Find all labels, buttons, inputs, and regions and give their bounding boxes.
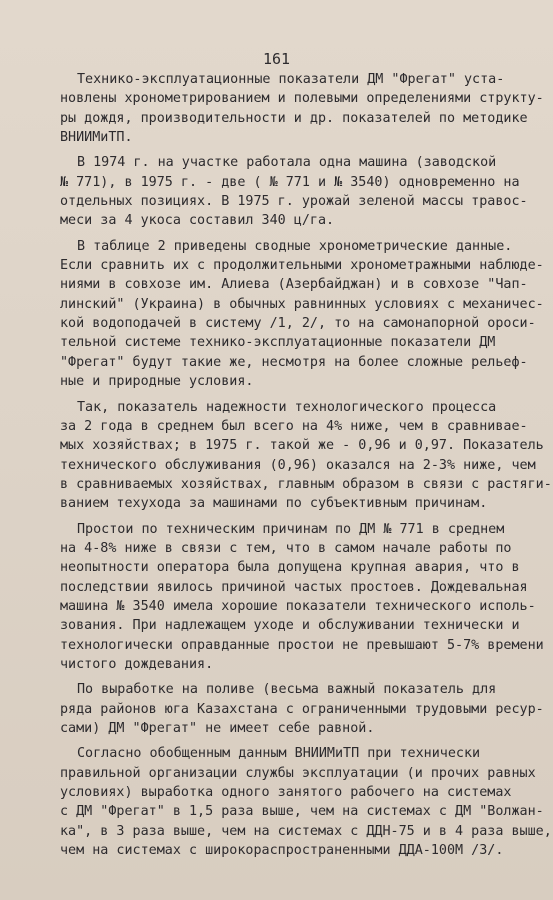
text-line: Простои по техническим причинам по ДМ № 771 в среднем xyxy=(77,521,505,537)
text-line: тельной системе технико-эксплуатационные показатели ДМ xyxy=(60,335,496,351)
text-line: зования. При надлежащем уходе и обслуживании технически и xyxy=(60,618,520,634)
text-line: технического обслуживания (0,96) оказался на 2-3% ниже, чем xyxy=(60,457,536,473)
text-line: Если сравнить их с продолжительными хронометражными наблюде- xyxy=(60,258,544,274)
text-line: машина № 3540 имела хорошие показатели технического исполь- xyxy=(60,598,536,614)
text-line: № 771), в 1975 г. - две ( № 771 и № 3540) одновременно на xyxy=(60,174,520,190)
paragraph xyxy=(60,153,552,230)
text-line: "Фрегат" будут такие же, несмотря на более сложные рельеф- xyxy=(60,354,528,370)
text-line: чистого дождевания. xyxy=(60,656,214,672)
text-line: ванием техухода за машинами по субъективным причинам. xyxy=(60,496,488,512)
text-line: правильной организации службы эксплуатации (и прочих равных xyxy=(60,765,536,781)
text-line: ры дождя, производительности и др. показателей по методике xyxy=(60,110,528,126)
text-line: неопытности оператора была допущена крупная авария, что в xyxy=(60,560,520,576)
text-line: ряда районов юга Казахстана с ограниченными трудовыми ресур- xyxy=(60,701,544,717)
text-line: Согласно обобщенным данным ВНИИМиТП при технически xyxy=(77,746,481,762)
text-line: отдельных позициях. В 1975 г. урожай зеленой массы травос- xyxy=(60,194,528,210)
paragraph xyxy=(60,398,552,514)
text-line: новлены хронометрированием и полевыми определениями структу- xyxy=(60,91,544,107)
page-number: 161 xyxy=(262,50,291,68)
paragraph xyxy=(60,680,552,738)
text-line: ные и природные условия. xyxy=(60,374,254,390)
paragraph xyxy=(60,237,552,392)
text-line: линский" (Украина) в обычных равнинных условиях с механичес- xyxy=(60,296,544,312)
text-line: с ДМ "Фрегат" в 1,5 раза выше, чем на системах с ДМ "Волжан- xyxy=(60,804,544,820)
text-line: меси за 4 укоса составил 340 ц/га. xyxy=(60,213,335,229)
text-line: за 2 года в среднем был всего на 4% ниже, чем в сравнивае- xyxy=(60,418,528,434)
text-line: В таблице 2 приведены сводные хронометрические данные. xyxy=(77,238,513,254)
text-line: Так, показатель надежности технологического процесса xyxy=(77,399,497,415)
text-line: на 4-8% ниже в связи с тем, что в самом начале работы по xyxy=(60,540,512,556)
text-line: условиях) выработка одного занятого рабочего на системах xyxy=(60,785,512,801)
paragraph xyxy=(60,744,552,860)
body-text xyxy=(60,70,552,860)
text-line: мых хозяйствах; в 1975 г. такой же - 0,96 и 0,97. Показатель xyxy=(60,438,544,454)
paragraph xyxy=(60,70,552,147)
text-line: технологически оправданные простои не превышают 5-7% времени xyxy=(60,637,544,653)
text-line: ка", в 3 раза выше, чем на системах с ДДН-75 и в 4 раза выше, xyxy=(60,823,552,839)
text-line: Технико-эксплуатационные показатели ДМ "Фрегат" уста- xyxy=(77,72,505,87)
text-line: в сравниваемых хозяйствах, главным образом в связи с растяги- xyxy=(60,476,552,492)
text-line: По выработке на поливе (весьма важный показатель для xyxy=(77,682,497,698)
text-line: кой водоподачей в систему /1, 2/, то на самонапорной ороси- xyxy=(60,316,536,332)
text-line: сами) ДМ "Фрегат" не имеет себе равной. xyxy=(60,721,375,736)
text-line: ниями в совхозе им. Алиева (Азербайджан) и в совхозе "Чап- xyxy=(60,277,528,293)
text-line: чем на системах с широкораспространенными ДДА-100М /3/. xyxy=(60,843,504,859)
text-line: ВНИИМиТП. xyxy=(60,130,133,146)
paragraph xyxy=(60,520,552,675)
text-line: В 1974 г. на участке работала одна машина (заводской xyxy=(77,155,497,171)
text-line: последствии явилось причиной частых простоев. Дождевальная xyxy=(60,579,528,595)
